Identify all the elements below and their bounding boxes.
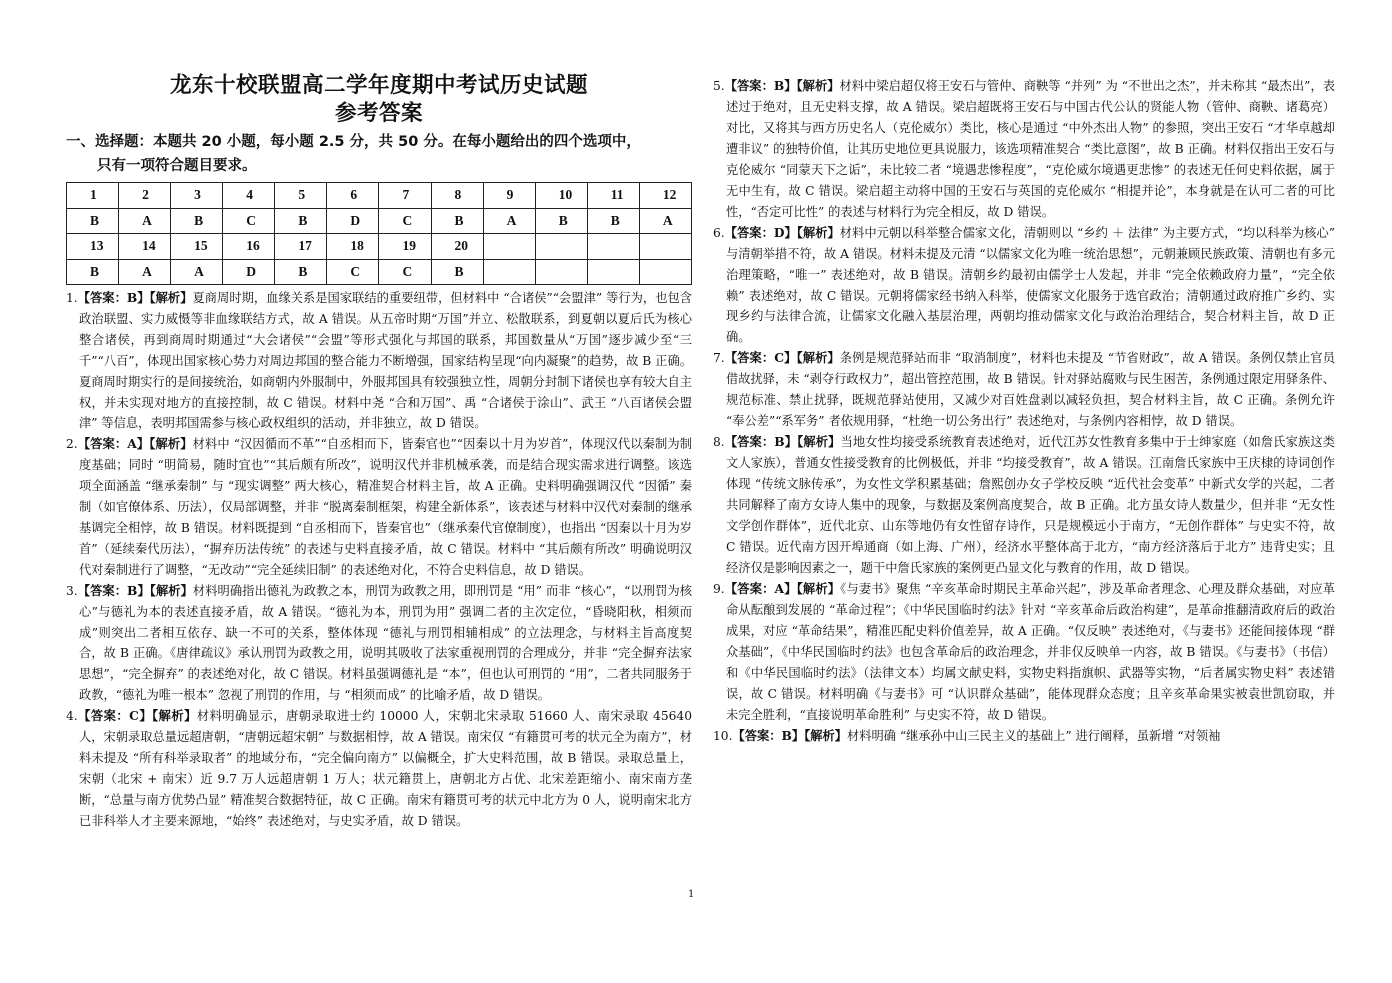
answer-tag: 【答案：A】【解析】	[77, 436, 193, 452]
table-cell	[639, 234, 691, 260]
item-number: 3.	[66, 583, 78, 598]
section-heading-line2: 只有一项符合题目要求。	[97, 158, 257, 174]
table-cell: B	[587, 208, 639, 234]
page-title: 龙东十校联盟高二学年度期中考试历史试题	[169, 73, 588, 98]
table-cell: C	[223, 208, 275, 234]
table-cell: C	[327, 259, 379, 285]
table-cell: 19	[379, 234, 431, 260]
table-cell	[535, 259, 587, 285]
answer-table-row	[67, 234, 692, 260]
explanation-text: 材料中元朝以科举整合儒家文化，清朝则以 “乡约 ＋ 法律” 为主要方式，“均以科举为核心” 与清朝举措不符，故 A 错误。材料未提及元清 “以儒家文化为唯一统治思想”，元朝兼顾民族政策、清朝也有多元治理策略，“唯一” 表述绝对，故 B 错误。清朝乡约最初由儒学士人发起，并非 “完全依赖政府力量”，“完全依赖” 表述绝对，故 C 错误。元朝将儒家经书纳入科举，使儒家文化服务于选官政治；清朝通过政府推广乡约、实现乡约与法律合流，让儒家文化融入基层治理，两朝均推动儒家文化与政治治理结合，契合材料主旨，故 D 正确。	[726, 225, 1336, 345]
table-cell: 15	[171, 234, 223, 260]
explanation-text: 条例是规范驿站而非 “取消制度”，材料也未提及 “节省财政”，故 A 错误。条例仅禁止官员借故扰驿，未 “剥夺行政权力”，超出管控范围，故 B 错误。针对驿站腐败与民生困苦，条例通过限定用驿条件、规范标准、禁止扰驿，既规范驿站使用，又减少对百姓盘剥以减轻负担，契合材料主旨，故 C 正确。条例允许 “奉公差”“系军务” 者依规用驿，“杜绝一切公务出行” 表述绝对，与条例内容相悖，故 D 错误。	[726, 351, 1335, 429]
explanation-text: 夏商周时期，血缘关系是国家联结的重要纽带，但材料中 “合诸侯”“会盟津” 等行为，也包含政治联盟、实力威慑等非血缘联结方式，故 A 错误。从五帝时期“万国”并立、松散联系，到夏朝以夏后氏为核心整合诸侯，再到商周时期通过“大会诸侯”“会盟”等形式强化与邦国的联系，邦国数量从“万国”逐步减少至“三千”“八百”，体现出国家核心势力对周边邦国的整合能力不断增强，国家结构呈现“向内凝聚”的趋势，故 B 正确。夏商周时期实行的是间接统治，如商朝内外服制中，外服邦国具有较强独立性，周朝分封制下诸侯也享有较大自主权，并未实现对地方的直接控制，故 C 错误。材料中尧 “合和万国”、禹 “合诸侯于涂山”、武王 “八百诸侯会盟津” 等信息，表明邦国需参与核心政权组织的活动，并非独立，故 D 错误。	[79, 291, 692, 431]
item-number: 8.	[713, 435, 725, 450]
table-cell	[535, 234, 587, 260]
table-cell: 7	[379, 183, 431, 209]
table-cell: B	[535, 208, 587, 234]
answer-tag: 【答案：B】【解析】	[724, 78, 840, 93]
table-cell: 18	[327, 234, 379, 260]
explanation-item	[713, 348, 1335, 432]
table-cell: A	[119, 208, 171, 234]
item-number: 1.	[66, 291, 78, 305]
item-number: 4.	[66, 709, 78, 724]
left-column	[66, 72, 692, 832]
answer-tag: 【答案：B】【解析】	[77, 290, 193, 305]
table-cell: C	[379, 259, 431, 285]
table-cell: B	[431, 259, 483, 285]
item-number: 7.	[713, 351, 725, 366]
table-cell: B	[431, 208, 483, 234]
table-cell	[587, 234, 639, 260]
answer-tag: 【答案：B】【解析】	[732, 727, 847, 743]
table-cell	[483, 259, 535, 285]
answer-tag: 【答案：A】【解析】	[724, 580, 841, 596]
table-cell: A	[171, 259, 223, 285]
answer-table-row	[67, 183, 692, 209]
explanation-item	[66, 288, 692, 434]
table-cell: D	[223, 259, 275, 285]
table-cell: B	[171, 208, 223, 234]
explanation-text: 材料明确指出德礼为政教之本，刑罚为政教之用，即刑罚是 “用” 而非 “核心”，“以刑罚为核心”与德礼为本的表述直接矛盾，故 A 错误。“德礼为本，刑罚为用” 强调二者的主次定位，“昏晓阳秋，相须而成”则突出二者相互依存、缺一不可的关系，整体体现 “德礼与刑罚相辅相成” 的立法理念，与材料主旨高度契合，故 B 正确。《唐律疏议》承认刑罚为政教之用，说明其吸收了法家重视刑罚的合理成分，并非 “完全摒弃法家思想”，“完全摒弃” 的表述绝对化，故 C 错误。材料虽强调德礼是 “本”，但也认可刑罚的 “用”，二者共同服务于政教，“德礼为唯一根本” 忽视了刑罚的作用，与 “相须而成” 的比喻矛盾，故 D 错误。	[79, 583, 693, 703]
table-cell	[483, 234, 535, 260]
table-cell: 9	[483, 183, 535, 209]
table-cell: B	[67, 259, 119, 285]
section-heading	[66, 130, 692, 178]
table-cell: D	[327, 208, 379, 234]
answer-tag: 【答案：C】【解析】	[77, 708, 197, 724]
table-cell: 17	[275, 234, 327, 260]
table-cell: 5	[275, 183, 327, 209]
page-subtitle: 参考答案	[334, 101, 423, 126]
table-cell	[587, 259, 639, 285]
item-number: 2.	[66, 437, 78, 452]
explanation-item	[713, 432, 1335, 579]
answer-table	[66, 182, 692, 285]
answer-tag: 【答案：D】【解析】	[724, 224, 840, 240]
explanation-item	[66, 581, 692, 706]
table-cell: 11	[587, 183, 639, 209]
table-cell: C	[379, 208, 431, 234]
table-cell: B	[67, 208, 119, 234]
item-number: 5.	[713, 79, 725, 93]
table-cell: 10	[535, 183, 587, 209]
explanation-text: 材料中 “汉因循而不革”“自丞相而下，皆秦官也”“因秦以十月为岁首”，体现汉代以秦制为制度基础；同时 “明简易，随时宜也”“其后颇有所改”，说明汉代并非机械承袭，而是结合现实需求进行调整。该选项全面涵盖 “继承秦制” 与 “现实调整” 两大核心，精准契合材料主旨，故 A 正确。史料明确强调汉代 “因循” 秦制（如官僚体系、历法），仅局部调整，并非 “脱离秦制框架，构建全新体系”，该表述与材料中汉代对秦制的继承基调完全相悖，故 B 错误。材料既提到 “自丞相而下，皆秦官也”（继承秦代官僚制度），也指出 “因秦以十月为岁首”（延续秦代历法），“摒弃历法传统” 的表述与史料直接矛盾，故 C 错误。材料中 “其后颇有所改” 明确说明汉代对秦制进行了调整，“无改动”“完全延续旧制” 的表述绝对化，不符合史料信息，故 D 错误。	[79, 437, 692, 577]
explanation-text: 《与妻书》聚焦 “辛亥革命时期民主革命兴起”，涉及革命者理念、心理及群众基础，对应革命从酝酿到发展的 “革命过程”；《中华民国临时约法》针对 “辛亥革命后政治构建”，是革命推翻清政府后的政治成果，对应 “革命结果”，精准匹配史料价值差异，故 A 正确。“仅反映” 表述绝对，《与妻书》还能间接体现 “群众基础”，《中华民国临时约法》也包含革命后的政治理念，并非仅反映单一内容，故 B 错误。《与妻书》（书信）和《中华民国临时约法》（法律文本）均属文献史料，实物史料指旗帜、武器等实物，“后者属实物史料” 表述错误，故 C 错误。材料明确《与妻书》可 “认识群众基础”，能体现群众态度；且辛亥革命果实被袁世凯窃取，并未完全胜利，“直接说明革命胜利” 与史实不符，故 D 错误。	[726, 581, 1335, 722]
table-cell: 8	[431, 183, 483, 209]
table-cell: 20	[431, 234, 483, 260]
explanation-item	[66, 706, 692, 831]
table-cell: A	[483, 208, 535, 234]
right-column	[713, 76, 1335, 747]
explanation-item	[713, 223, 1335, 349]
table-cell: B	[275, 259, 327, 285]
item-number: 9.	[713, 581, 725, 596]
answer-table-row	[67, 208, 692, 234]
table-cell: A	[639, 208, 691, 234]
table-cell: 12	[639, 183, 691, 209]
explanation-text: 材料明确 “继承孙中山三民主义的基础上” 进行阐释，虽新增 “对领袖	[846, 728, 1221, 743]
answer-table-row	[67, 259, 692, 285]
answer-tag: 【答案：C】【解析】	[724, 350, 840, 366]
table-cell: 4	[223, 183, 275, 209]
explanation-item	[66, 434, 692, 580]
table-cell: A	[119, 259, 171, 285]
table-cell	[639, 259, 691, 285]
table-cell: 3	[171, 183, 223, 209]
explanation-item	[713, 76, 1335, 223]
explanation-text: 材料明确显示，唐朝录取进士约 10000 人，宋朝北宋录取 51660 人、南宋录取 45640 人，宋朝录取总量远超唐朝，“唐朝远超宋朝” 与数据相悖，故 A 错误。南宋仅 “有籍贯可考的状元全为南方”，材料未提及 “所有科举录取者” 的地域分布，“完全偏向南方” 以偏概全，扩大史料范围，故 B 错误。录取总量上，宋朝（北宋 + 南宋）近 9.7 万人远超唐朝 1 万人；状元籍贯上，唐朝北方占优、北宋差距缩小、南宋南方垄断，“总量与南方优势凸显” 精准契合数据特征，故 C 正确。南宋有籍贯可考的状元中北方为 0 人，说明南宋北方已非科举人才主要来源地，“始终” 表述绝对，与史实矛盾，故 D 错误。	[79, 709, 692, 828]
table-cell: 2	[119, 183, 171, 209]
explanation-item	[713, 579, 1335, 726]
page-number: 1	[688, 889, 695, 900]
answer-tag: 【答案：B】【解析】	[77, 582, 193, 598]
answer-tag: 【答案：B】【解析】	[724, 434, 841, 450]
explanation-text: 材料中梁启超仅将王安石与管仲、商鞅等 “并列” 为 “不世出之杰”，并未称其 “最杰出”，表述过于绝对，且无史料支撑，故 A 错误。梁启超既将王安石与中国古代公认的贤能人物（管仲、商鞅、诸葛亮）对比，又将其与西方历史名人（克伦威尔）类比，核心是通过 “中外杰出人物” 的参照，突出王安石 “才华卓越却遭非议” 的独特价值，让其历史地位更具说服力，该选项精准契合 “类比意图”，故 B 正确。材料仅指出王安石与克伦威尔 “同蒙天下之诟”，未比较二者 “境遇悲惨程度”，“克伦威尔境遇更悲惨” 的表述无任何史料依据，属于无中生有，故 C 错误。梁启超主动将中国的王安石与英国的克伦威尔 “相提并论”，本身就是在认可二者的可比性，“否定可比性” 的表述与材料行为完全相反，故 D 错误。	[726, 79, 1335, 219]
table-cell: B	[275, 208, 327, 234]
item-number: 6.	[713, 225, 725, 240]
item-number: 10.	[713, 728, 733, 743]
explanation-item	[713, 726, 1335, 747]
table-cell: 6	[327, 183, 379, 209]
table-cell: 14	[119, 234, 171, 260]
explanation-text: 当地女性均接受系统教育表述绝对，近代江苏女性教育多集中于士绅家庭（如詹氏家族这类文人家族），普通女性接受教育的比例极低，并非 “均接受教育”，故 A 错误。江南詹氏家族中王庆棣的诗词创作体现 “传统文脉传承”，为女性文学积累基础；詹熙创办女子学校反映 “近代社会变革” 中新式女学的兴起，二者共同解释了南方女诗人集中的现象，与数据及案例高度契合，故 B 正确。北方虽女诗人数量少，但并非 “无女性文学创作群体”，近代北京、山东等地仍有女性留存诗作，只是规模远小于南方，“无创作群体” 与史实不符，故 C 错误。近代南方因开埠通商（如上海、广州），经济水平整体高于北方，“南方经济落后于北方” 违背史实；且经济仅是影响因素之一，题干中詹氏家族的案例更凸显文化与教育的作用，故 D 错误。	[726, 435, 1336, 575]
table-cell: 16	[223, 234, 275, 260]
table-cell: 13	[67, 234, 119, 260]
table-cell: 1	[67, 183, 119, 209]
section-heading-line1: 一、选择题：本题共 20 小题，每小题 2.5 分，共 50 分。在每小题给出的四个选项中，	[66, 134, 641, 150]
